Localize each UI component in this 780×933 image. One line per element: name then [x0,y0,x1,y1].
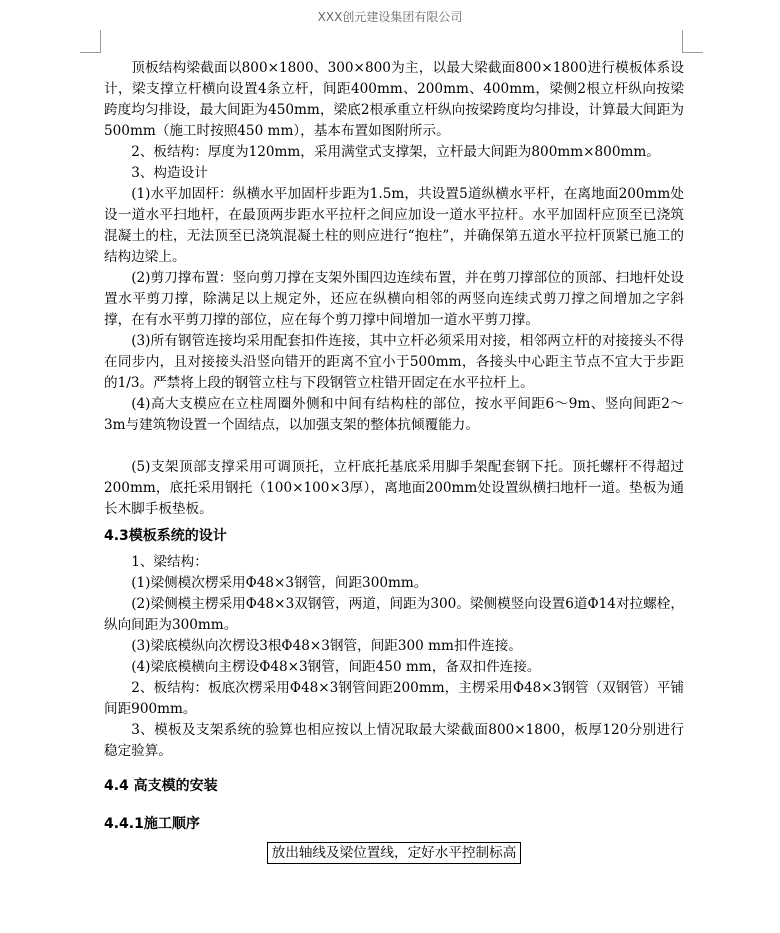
flowchart [104,842,684,864]
blank-line [104,436,684,457]
paragraph-beam-support: 顶板结构梁截面以800×1800、300×800为主，以最大梁截面800×1800进行模板体系设计，梁支撑立杆横向设置4条立杆，间距400mm、200mm、400mm，梁侧2根立杆纵向按梁跨度均匀排设，最大间距为450mm，梁底2根承重立杆纵向按梁跨度均匀排设，计算最大间距为500mm（施工时按照450 mm），基本布置如图附所示。 [104,60,684,139]
heading-high-formwork-installation: 4.4 高支模的安装 [104,778,218,794]
paragraph-top-support: (5)支架顶部支撑采用可调顶托，立杆底托基底采用脚手架配套钢下托。顶托螺杆不得超过200mm，底托采用钢托（100×100×3厚），离地面200mm处设置纵横扫地杆一道。垫板为通长木脚手板垫板。 [104,459,684,517]
heading-formwork-design: 4.3模板系统的设计 [104,528,227,544]
paragraph-beam-bottom-secondary: (3)梁底模纵向次楞设3根Φ48×3钢管，间距300 mm扣件连接。 [131,638,522,654]
paragraph-beam-bottom-main: (4)梁底模横向主楞设Φ48×3钢管，间距450 mm，备双扣件连接。 [131,659,541,675]
paragraph-construction-design: 3、构造设计 [131,165,208,181]
paragraph-anchor-points: (4)高大支模应在立柱周圈外侧和中间有结构柱的部位，按水平间距6～9m、竖向间距2～3m与建筑物设置一个固结点，以加强支架的整体抗倾覆能力。 [104,396,684,433]
paragraph-beam-side-main: (2)梁侧模主楞采用Φ48×3双钢管，两道，间距为300。梁侧模竖向设置6道Φ14对拉螺栓，纵向间距为300mm。 [104,596,684,633]
crop-mark-top-left [80,30,101,53]
paragraph-scissor-bracing: (2)剪刀撑布置：竖向剪刀撑在支架外围四边连续布置，并在剪刀撑部位的顶部、扫地杆处设置水平剪刀撑，除满足以上规定外，还应在纵横向相邻的两竖向连续式剪刀撑之间增加之字斜撑，在有水平剪刀撑的部位，应在每个剪刀撑中间增加一道水平剪刀撑。 [104,270,684,328]
crop-mark-top-right [682,30,703,53]
heading-construction-sequence: 4.4.1施工顺序 [104,816,200,832]
paragraph-pipe-connection: (3)所有钢管连接均采用配套扣件连接，其中立杆必须采用对接，相邻两立杆的对接接头不得在同步内，且对接接头沿竖向错开的距离不宜小于500mm，各接头中心距主节点不宜大于步距的1/3。严禁将上段的钢管立柱与下段钢管立柱错开固定在水平拉杆上。 [104,333,684,391]
paragraph-beam-side-secondary: (1)梁侧模次楞采用Φ48×3钢管，间距300mm。 [131,575,428,591]
paragraph-stability-check: 3、模板及支架系统的验算也相应按以上情况取最大梁截面800×1800，板厚120分别进行稳定验算。 [104,722,684,759]
paragraph-slab-formwork: 2、板结构：板底次楞采用Φ48×3钢管间距200mm，主楞采用Φ48×3钢管（双钢管）平铺间距900mm。 [104,680,684,717]
paragraph-slab-structure: 2、板结构：厚度为120mm，采用满堂式支撑架，立杆最大间距为800mm×800mm。 [131,144,660,160]
flowchart-step-1: 放出轴线及梁位置线，定好水平控制标高 [267,842,522,864]
page-header: XXX创元建设集团有限公司 [317,10,463,24]
document-body [104,58,684,864]
paragraph-beam-structure: 1、梁结构： [131,554,208,570]
paragraph-horizontal-bracing: (1)水平加固杆：纵横水平加固杆步距为1.5m，共设置5道纵横水平杆，在离地面200mm处设一道水平扫地杆，在最顶两步距水平拉杆之间应加设一道水平拉杆。水平加固杆应顶至已浇筑混凝土的柱，无法顶至已浇筑混凝土柱的则应进行“抱柱”，并确保第五道水平拉杆顶紧已施工的结构边梁上。 [104,186,684,265]
